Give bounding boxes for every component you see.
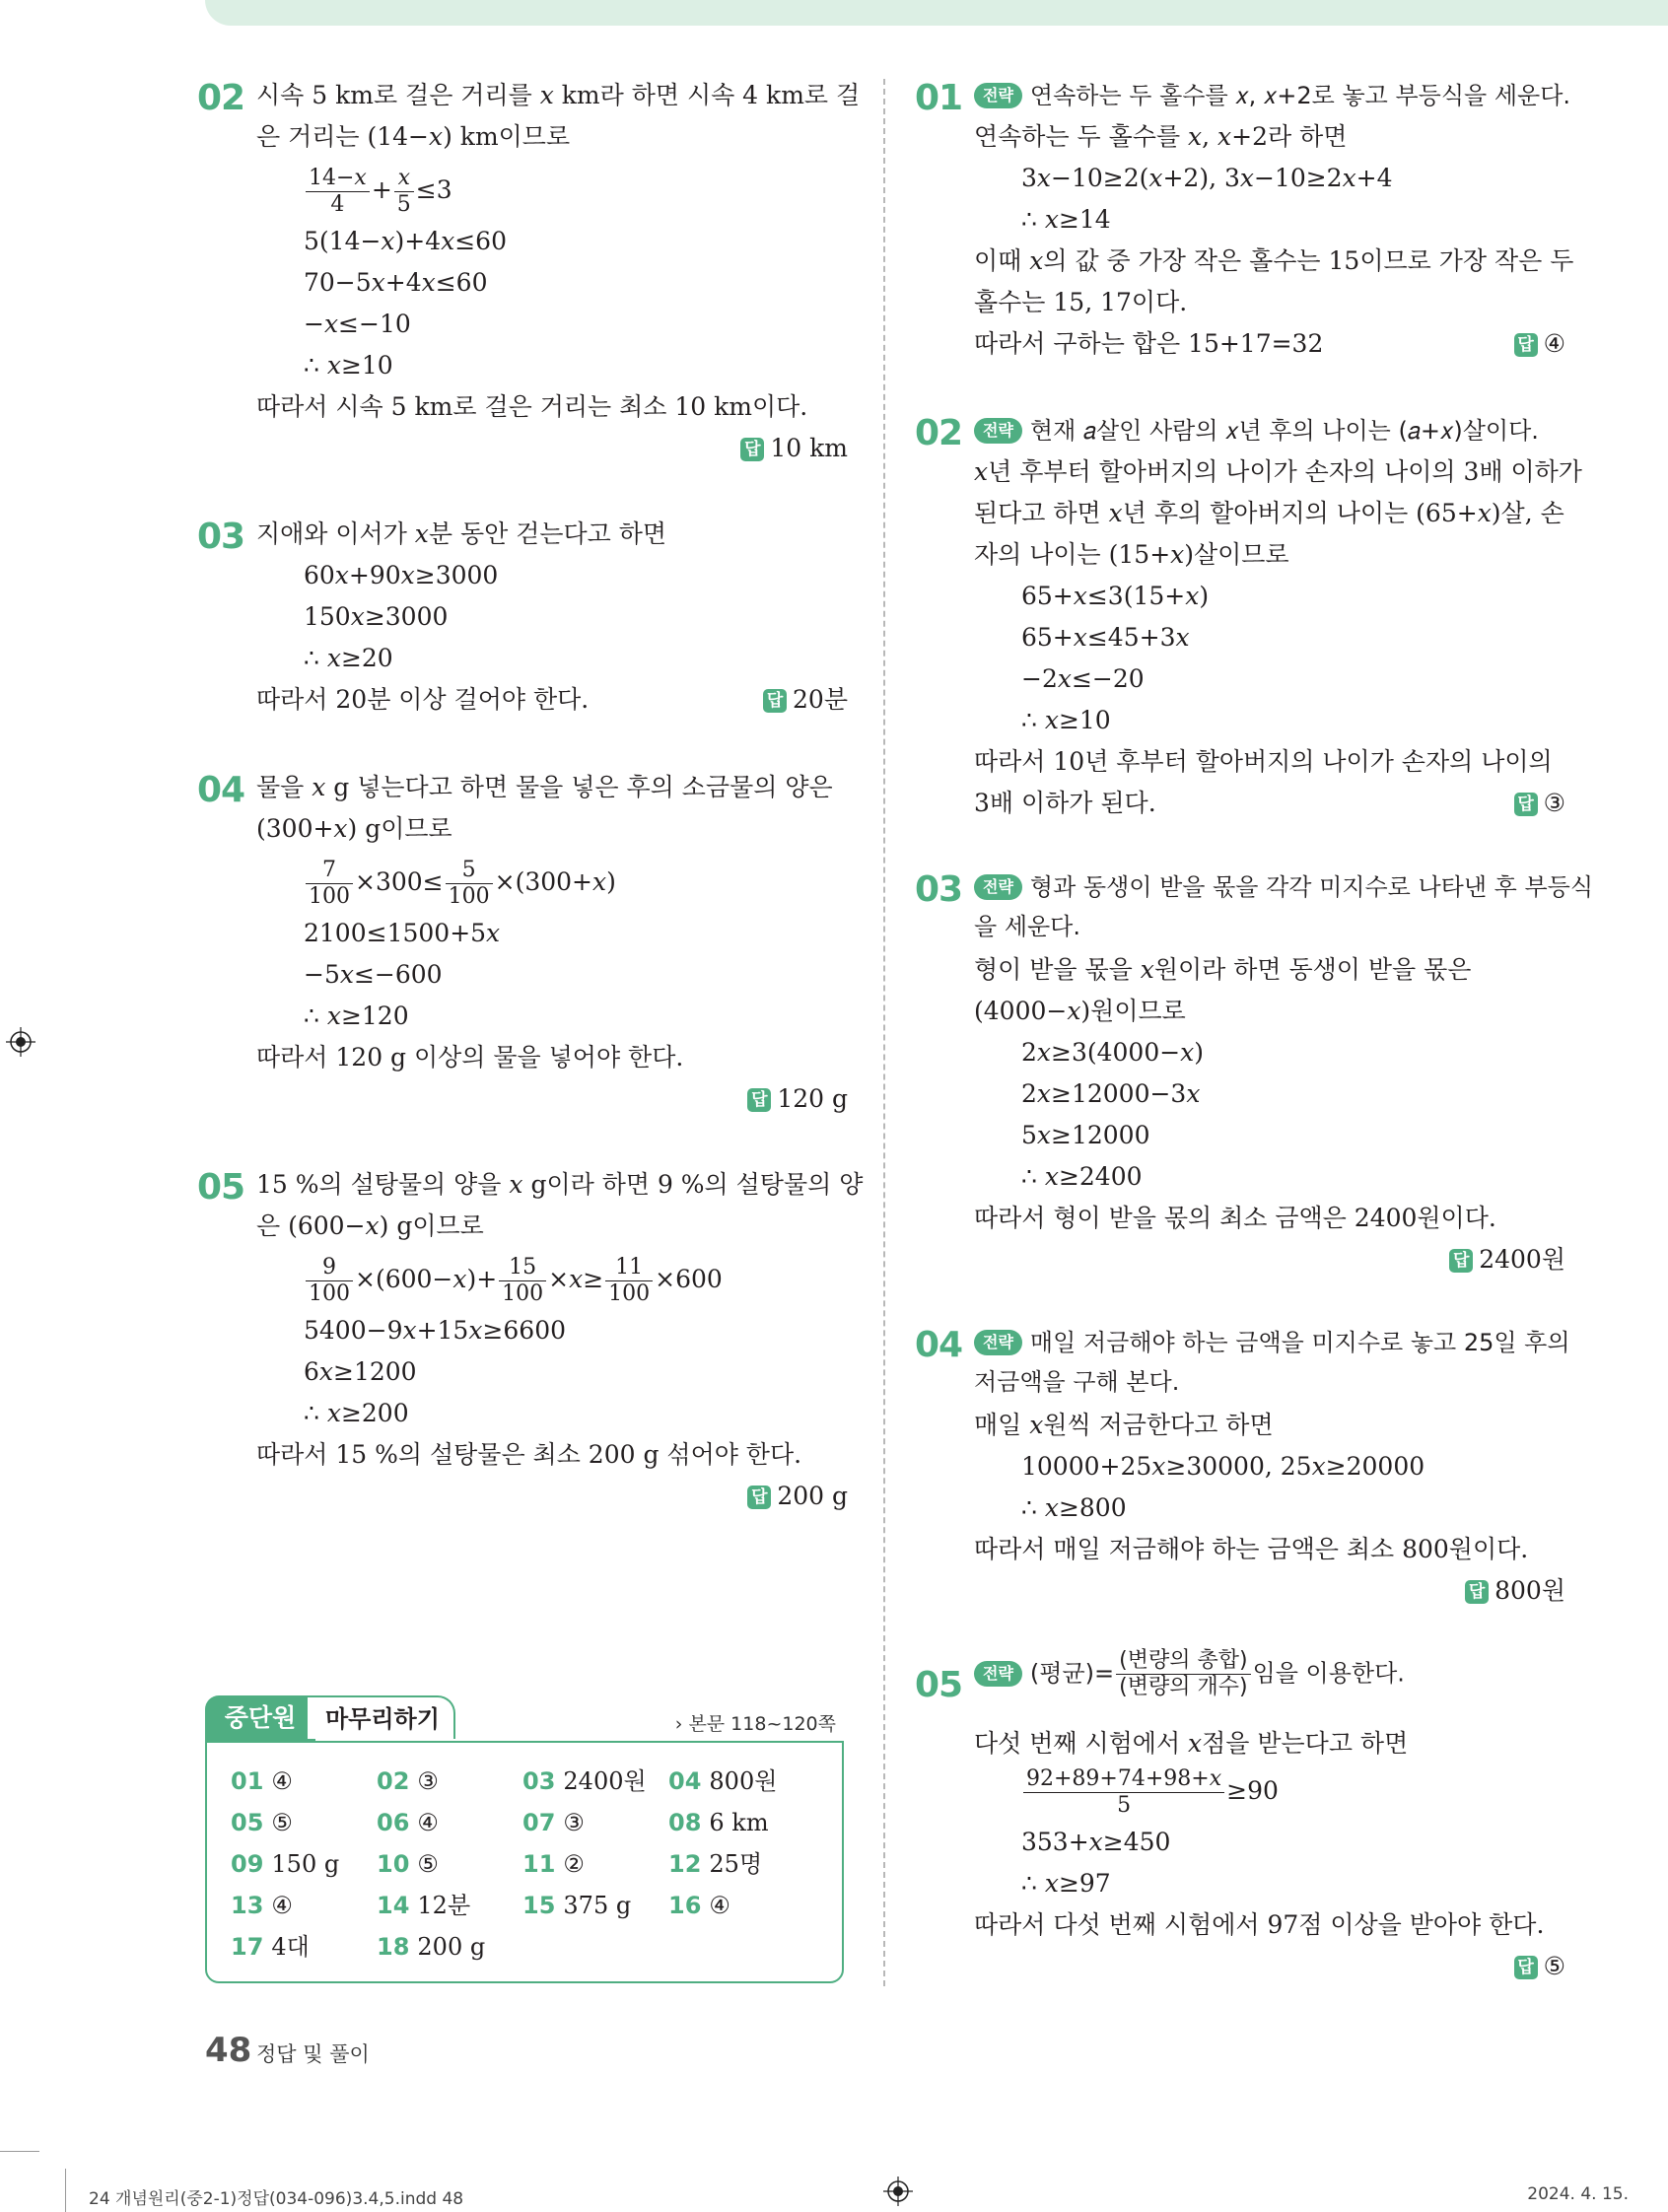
- fraction: $\frac{5}{100}$: [446, 858, 493, 910]
- problem-number: 01: [915, 78, 963, 118]
- step: −𝑥≤−10: [304, 310, 411, 338]
- text-line: (300+𝑥) g이므로: [256, 814, 452, 843]
- text-line: 이때 𝑥의 값 중 가장 작은 홀수는 15이므로 가장 작은 두: [974, 246, 1574, 275]
- step: 150𝑥≥3000: [304, 602, 449, 631]
- summary-item: 11 ②: [522, 1850, 585, 1878]
- text-line: 15 %의 설탕물의 양을 𝑥 g이라 하면 9 %의 설탕물의 양: [256, 1170, 864, 1199]
- fraction-inequality: $\frac{\text{14−𝑥}}{4}$ + $\frac{\text{𝑥}}{5}$ ≤3: [304, 166, 452, 218]
- top-band: [205, 0, 1668, 26]
- answer: 답 800원: [1465, 1574, 1565, 1608]
- strategy: 전략 매일 저금해야 하는 금액을 미지수로 놓고 25일 후의: [974, 1326, 1570, 1359]
- text-line: 된다고 하면 𝑥년 후의 할아버지의 나이는 (65+𝑥)살, 손: [974, 499, 1564, 527]
- answer-badge: 답: [763, 689, 787, 713]
- chevron-right-icon: ›: [674, 1713, 683, 1735]
- summary-item: 05 ⑤: [231, 1809, 293, 1836]
- step: 5𝑥≥12000: [1021, 1121, 1150, 1149]
- text-line: 따라서 구하는 합은 15+17=32: [974, 329, 1324, 358]
- step: ∴ 𝑥≥10: [304, 351, 393, 380]
- summary-tab-main: 중단원: [205, 1695, 315, 1741]
- registration-mark-icon: [6, 1027, 35, 1057]
- step: ∴ 𝑥≥97: [1021, 1869, 1111, 1898]
- summary-item: 03 2400원: [522, 1767, 647, 1795]
- answer: 답 2400원: [1449, 1243, 1565, 1277]
- step: 70−5𝑥+4𝑥≤60: [304, 268, 488, 297]
- problem-number: 04: [197, 770, 245, 810]
- answer: 답 120 g: [747, 1082, 848, 1116]
- step: −5𝑥≤−600: [304, 960, 443, 989]
- text-line: 다섯 번째 시험에서 𝑥점을 받는다고 하면: [974, 1729, 1409, 1758]
- text-line: 지애와 이서가 𝑥분 동안 걷는다고 하면: [256, 519, 667, 548]
- problem-number: 04: [915, 1325, 963, 1365]
- strategy: 전략 (평균)= $\frac{\text{(변량의 총합)}}{\text{(변량의 개수)}}$ 임을 이용한다.: [974, 1648, 1405, 1700]
- step: 2𝑥≥3(4000−𝑥): [1021, 1038, 1205, 1067]
- summary-item: 06 ④: [377, 1809, 439, 1836]
- slug-date: 2024. 4. 15.: [1527, 2184, 1629, 2204]
- fraction: $\frac{\text{𝑥}}{5}$: [394, 166, 414, 218]
- answer: 답 200 g: [747, 1480, 848, 1513]
- step: 65+𝑥≤3(15+𝑥): [1021, 582, 1210, 610]
- strategy-badge: 전략: [974, 874, 1022, 900]
- answer-badge: 답: [1514, 793, 1538, 816]
- page-label: 정답 및 풀이: [256, 2042, 370, 2066]
- problem-number: 03: [915, 869, 963, 910]
- answer-badge: 답: [747, 1088, 771, 1112]
- step: ∴ 𝑥≥800: [1021, 1493, 1127, 1522]
- text-line: 따라서 10년 후부터 할아버지의 나이가 손자의 나이의: [974, 747, 1553, 776]
- step: ∴ 𝑥≥10: [1021, 706, 1111, 734]
- summary-item: 18 200 g: [377, 1933, 486, 1961]
- summary-item: 10 ⑤: [377, 1850, 439, 1878]
- registration-mark-icon: [883, 2177, 913, 2206]
- conclusion: 따라서 시속 5 km로 걸은 거리는 최소 10 km이다.: [256, 392, 808, 421]
- summary-tab-sub: 마무리하기: [308, 1695, 455, 1739]
- text-line: 따라서 다섯 번째 시험에서 97점 이상을 받아야 한다.: [974, 1910, 1545, 1939]
- fraction: $\frac{11}{100}$: [605, 1255, 653, 1307]
- text-line: 연속하는 두 홀수를 𝑥, 𝑥+2라 하면: [974, 122, 1348, 151]
- fraction: $\frac{\text{92+89+74+98+𝑥}}{5}$: [1023, 1766, 1224, 1819]
- conclusion: 따라서 120 g 이상의 물을 넣어야 한다.: [256, 1043, 684, 1071]
- summary-item: 08 6 km: [668, 1809, 769, 1836]
- answer-badge: 답: [1465, 1580, 1489, 1604]
- strategy-cont: 을 세운다.: [974, 913, 1080, 940]
- page-number: 48: [205, 2031, 252, 2070]
- problem-number: 03: [197, 517, 245, 557]
- problem-number: 02: [197, 78, 245, 118]
- conclusion: 따라서 20분 이상 걸어야 한다.: [256, 685, 590, 714]
- text-line: 매일 𝑥원씩 저금한다고 하면: [974, 1411, 1274, 1439]
- text-line: 시속 5 km로 걸은 거리를 𝑥 km라 하면 시속 4 km로 걸: [256, 81, 861, 109]
- problem-number: 02: [915, 413, 963, 453]
- chapter-summary-box: [205, 1695, 844, 1983]
- step: ∴ 𝑥≥2400: [1021, 1162, 1143, 1191]
- summary-item: 12 25명: [668, 1850, 763, 1878]
- text-line: 따라서 매일 저금해야 하는 금액은 최소 800원이다.: [974, 1535, 1529, 1563]
- strategy: 전략 현재 𝑎살인 사람의 𝑥년 후의 나이는 (𝑎+𝑥)살이다.: [974, 414, 1539, 448]
- fraction-inequality: $\frac{7}{100}$ ×300≤ $\frac{5}{100}$ ×(300+𝑥): [304, 858, 616, 910]
- summary-item: 07 ③: [522, 1809, 585, 1836]
- step: ∴ 𝑥≥20: [304, 644, 393, 672]
- fraction: $\frac{15}{100}$: [499, 1255, 546, 1307]
- summary-answers: [205, 1741, 844, 1983]
- strategy-cont: 저금액을 구해 본다.: [974, 1368, 1180, 1396]
- fraction: $\frac{\text{(변량의 총합)}}{\text{(변량의 개수)}}$: [1116, 1648, 1250, 1700]
- step: 5(14−𝑥)+4𝑥≤60: [304, 227, 507, 255]
- step: 2100≤1500+5𝑥: [304, 919, 501, 947]
- strategy-badge: 전략: [974, 418, 1022, 444]
- summary-item: 15 375 g: [522, 1892, 632, 1919]
- step: −2𝑥≤−20: [1021, 664, 1145, 693]
- text-line: 3배 이하가 된다.: [974, 789, 1156, 817]
- strategy: 전략 형과 동생이 받을 몫을 각각 미지수로 나타낸 후 부등식: [974, 870, 1593, 904]
- fraction: $\frac{\text{14−𝑥}}{4}$: [306, 166, 370, 218]
- summary-item: 09 150 g: [231, 1850, 340, 1878]
- answer-badge: 답: [1514, 1956, 1538, 1979]
- step: ∴ 𝑥≥14: [1021, 205, 1111, 234]
- summary-item: 04 800원: [668, 1767, 778, 1795]
- fraction: $\frac{9}{100}$: [306, 1255, 353, 1307]
- step: 10000+25𝑥≥30000, 25𝑥≥20000: [1021, 1452, 1425, 1481]
- answer-badge: 답: [1514, 333, 1538, 357]
- summary-item: 17 4대: [231, 1933, 310, 1961]
- step: 2𝑥≥12000−3𝑥: [1021, 1079, 1201, 1108]
- answer: 답 ③: [1514, 787, 1565, 820]
- strategy-badge: 전략: [974, 1330, 1022, 1355]
- strategy-badge: 전략: [974, 1661, 1022, 1687]
- crop-mark: [65, 2169, 66, 2212]
- text-line: 형이 받을 몫을 𝑥원이라 하면 동생이 받을 몫은: [974, 955, 1472, 984]
- summary-item: 01 ④: [231, 1767, 293, 1795]
- fraction-inequality: $\frac{\text{92+89+74+98+𝑥}}{5}$ ≥90: [1021, 1766, 1279, 1819]
- summary-page-ref: › 본문 118~120쪽: [674, 1713, 836, 1735]
- strategy-badge: 전략: [974, 83, 1022, 108]
- step: 60𝑥+90𝑥≥3000: [304, 561, 499, 589]
- step: 5400−9𝑥+15𝑥≥6600: [304, 1316, 567, 1345]
- summary-item: 02 ③: [377, 1767, 439, 1795]
- summary-item: 13 ④: [231, 1892, 293, 1919]
- step: 353+𝑥≥450: [1021, 1828, 1171, 1856]
- text-line: (4000−𝑥)원이므로: [974, 997, 1186, 1025]
- step: 3𝑥−10≥2(𝑥+2), 3𝑥−10≥2𝑥+4: [1021, 164, 1393, 192]
- text-line: 자의 나이는 (15+𝑥)살이므로: [974, 540, 1289, 569]
- column-divider: [883, 79, 885, 1986]
- summary-tab: [205, 1695, 461, 1743]
- answer-badge: 답: [740, 438, 764, 461]
- text-line: 은 (600−𝑥) g이므로: [256, 1211, 484, 1240]
- text-line: 𝑥년 후부터 할아버지의 나이가 손자의 나이의 3배 이하가: [974, 457, 1582, 486]
- fraction: $\frac{7}{100}$: [306, 858, 353, 910]
- step: ∴ 𝑥≥200: [304, 1399, 409, 1427]
- summary-item: 14 12분: [377, 1892, 471, 1919]
- text-line: 은 거리는 (14−𝑥) km이므로: [256, 122, 571, 151]
- text-line: 물을 𝑥 g 넣는다고 하면 물을 넣은 후의 소금물의 양은: [256, 773, 833, 801]
- answer: 답 20분: [763, 683, 848, 717]
- text-line: 따라서 형이 받을 몫의 최소 금액은 2400원이다.: [974, 1204, 1496, 1232]
- problem-number: 05: [197, 1167, 245, 1208]
- step: 65+𝑥≤45+3𝑥: [1021, 623, 1190, 652]
- problem-number: 05: [915, 1665, 963, 1705]
- answer-badge: 답: [1449, 1249, 1473, 1273]
- conclusion: 따라서 15 %의 설탕물은 최소 200 g 섞어야 한다.: [256, 1440, 802, 1469]
- slug-file-info: 24 개념원리(중2-1)정답(034-096)3.4,5.indd 48: [89, 2189, 464, 2209]
- step: 6𝑥≥1200: [304, 1357, 417, 1386]
- answer: 답 ⑤: [1514, 1950, 1565, 1983]
- crop-mark: [0, 2151, 39, 2152]
- text-line: 홀수는 15, 17이다.: [974, 288, 1188, 316]
- answer: 답 ④: [1514, 327, 1565, 361]
- fraction-inequality: $\frac{9}{100}$ ×(600−𝑥)+ $\frac{15}{100}$ ×𝑥≥ $\frac{11}{100}$ ×600: [304, 1255, 723, 1307]
- step: ∴ 𝑥≥120: [304, 1002, 409, 1030]
- strategy: 전략 연속하는 두 홀수를 𝑥, 𝑥+2로 놓고 부등식을 세운다.: [974, 79, 1570, 112]
- answer: 답 10 km: [740, 432, 848, 465]
- summary-item: 16 ④: [668, 1892, 730, 1919]
- answer-badge: 답: [747, 1486, 771, 1509]
